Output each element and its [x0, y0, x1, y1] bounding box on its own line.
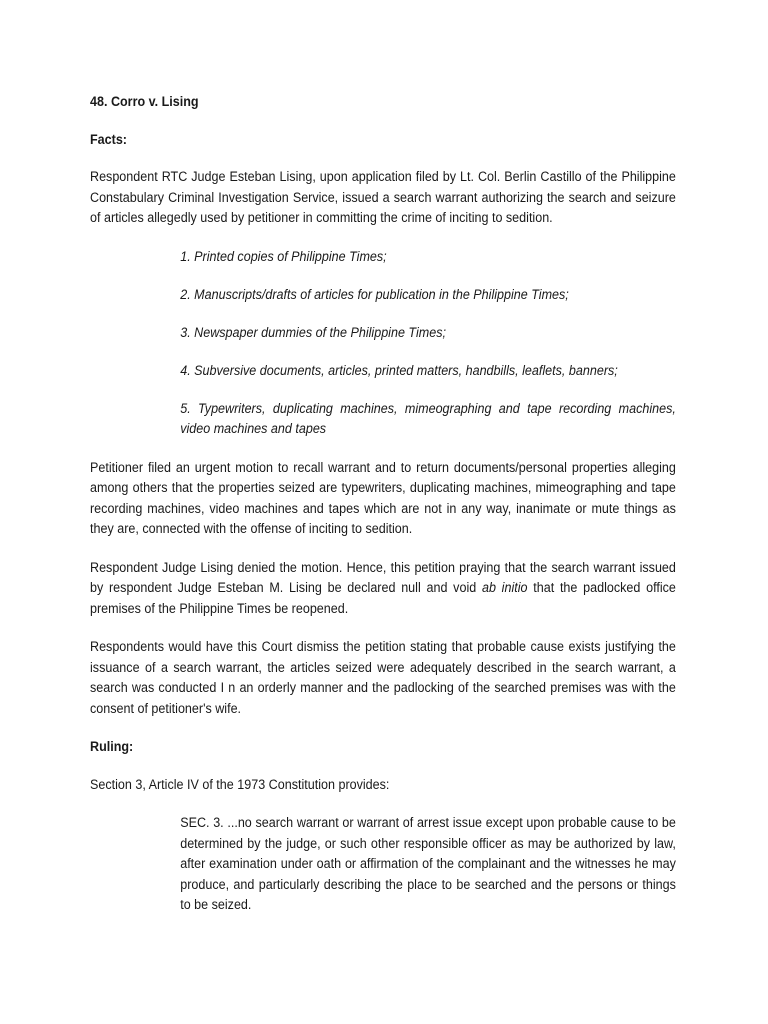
seized-items-list [90, 247, 676, 440]
denied-text-end: that the padlocked office premises of the Philippine Times be reopened. [90, 580, 676, 616]
document-body [90, 92, 676, 916]
case-title: 48. Corro v. Lising [90, 94, 199, 109]
section-paragraph: Section 3, Article IV of the 1973 Constitution provides: [90, 776, 390, 792]
constitution-quote: SEC. 3. ...no search warrant or warrant of arrest issue except upon probable cause to be determined by the judge, or such other responsible officer as may be authorized by law, after examination under oath or affirmation of the complainant and the witnesses he may produce, and particularly describing the place to be searched and the persons or things to be seized. [180, 815, 676, 912]
list-item: 2. Manuscripts/drafts of articles for publication in the Philippine Times; [180, 286, 569, 302]
list-item: 4. Subversive documents, articles, printed matters, handbills, leaflets, banners; [180, 362, 618, 378]
ab-initio-text: ab initio [481, 580, 528, 595]
denied-paragraph [90, 558, 676, 620]
list-item: 5. Typewriters, duplicating machines, mimeographing and tape recording machines, video machines and tapes [180, 400, 676, 436]
ruling-heading: Ruling: [90, 739, 134, 754]
respondents-paragraph: Respondents would have this Court dismiss the petition stating that probable cause exists justifying the issuance of a search warrant, the articles seized were adequately described in the search warrant, a search was conducted I n an orderly manner and the padlocking of the searched premises was with the consent of petitioner's wife. [90, 639, 676, 716]
list-item: 1. Printed copies of Philippine Times; [180, 248, 387, 264]
motion-paragraph: Petitioner filed an urgent motion to recall warrant and to return documents/personal properties alleging among others that the properties seized are typewriters, duplicating machines, mimeographing and tape recording machines, video machines and tapes which are not in any way, inanimate or mute things as they are, connected with the offense of inciting to sedition. [90, 459, 676, 536]
facts-heading: Facts: [90, 131, 127, 147]
list-item: 3. Newspaper dummies of the Philippine Times; [180, 324, 446, 340]
facts-intro-paragraph: Respondent RTC Judge Esteban Lising, upon application filed by Lt. Col. Berlin Castillo of the Philippine Constabulary Criminal Investigation Service, issued a search warrant authorizing the search and seizure of articles allegedly used by petitioner in committing the crime of inciting to sedition. [90, 169, 676, 225]
denied-text-start: Respondent Judge Lising denied the motion. Hence, this petition praying that the search warrant issued by respondent Judge Esteban M. Lising be declared null and void [90, 559, 676, 595]
